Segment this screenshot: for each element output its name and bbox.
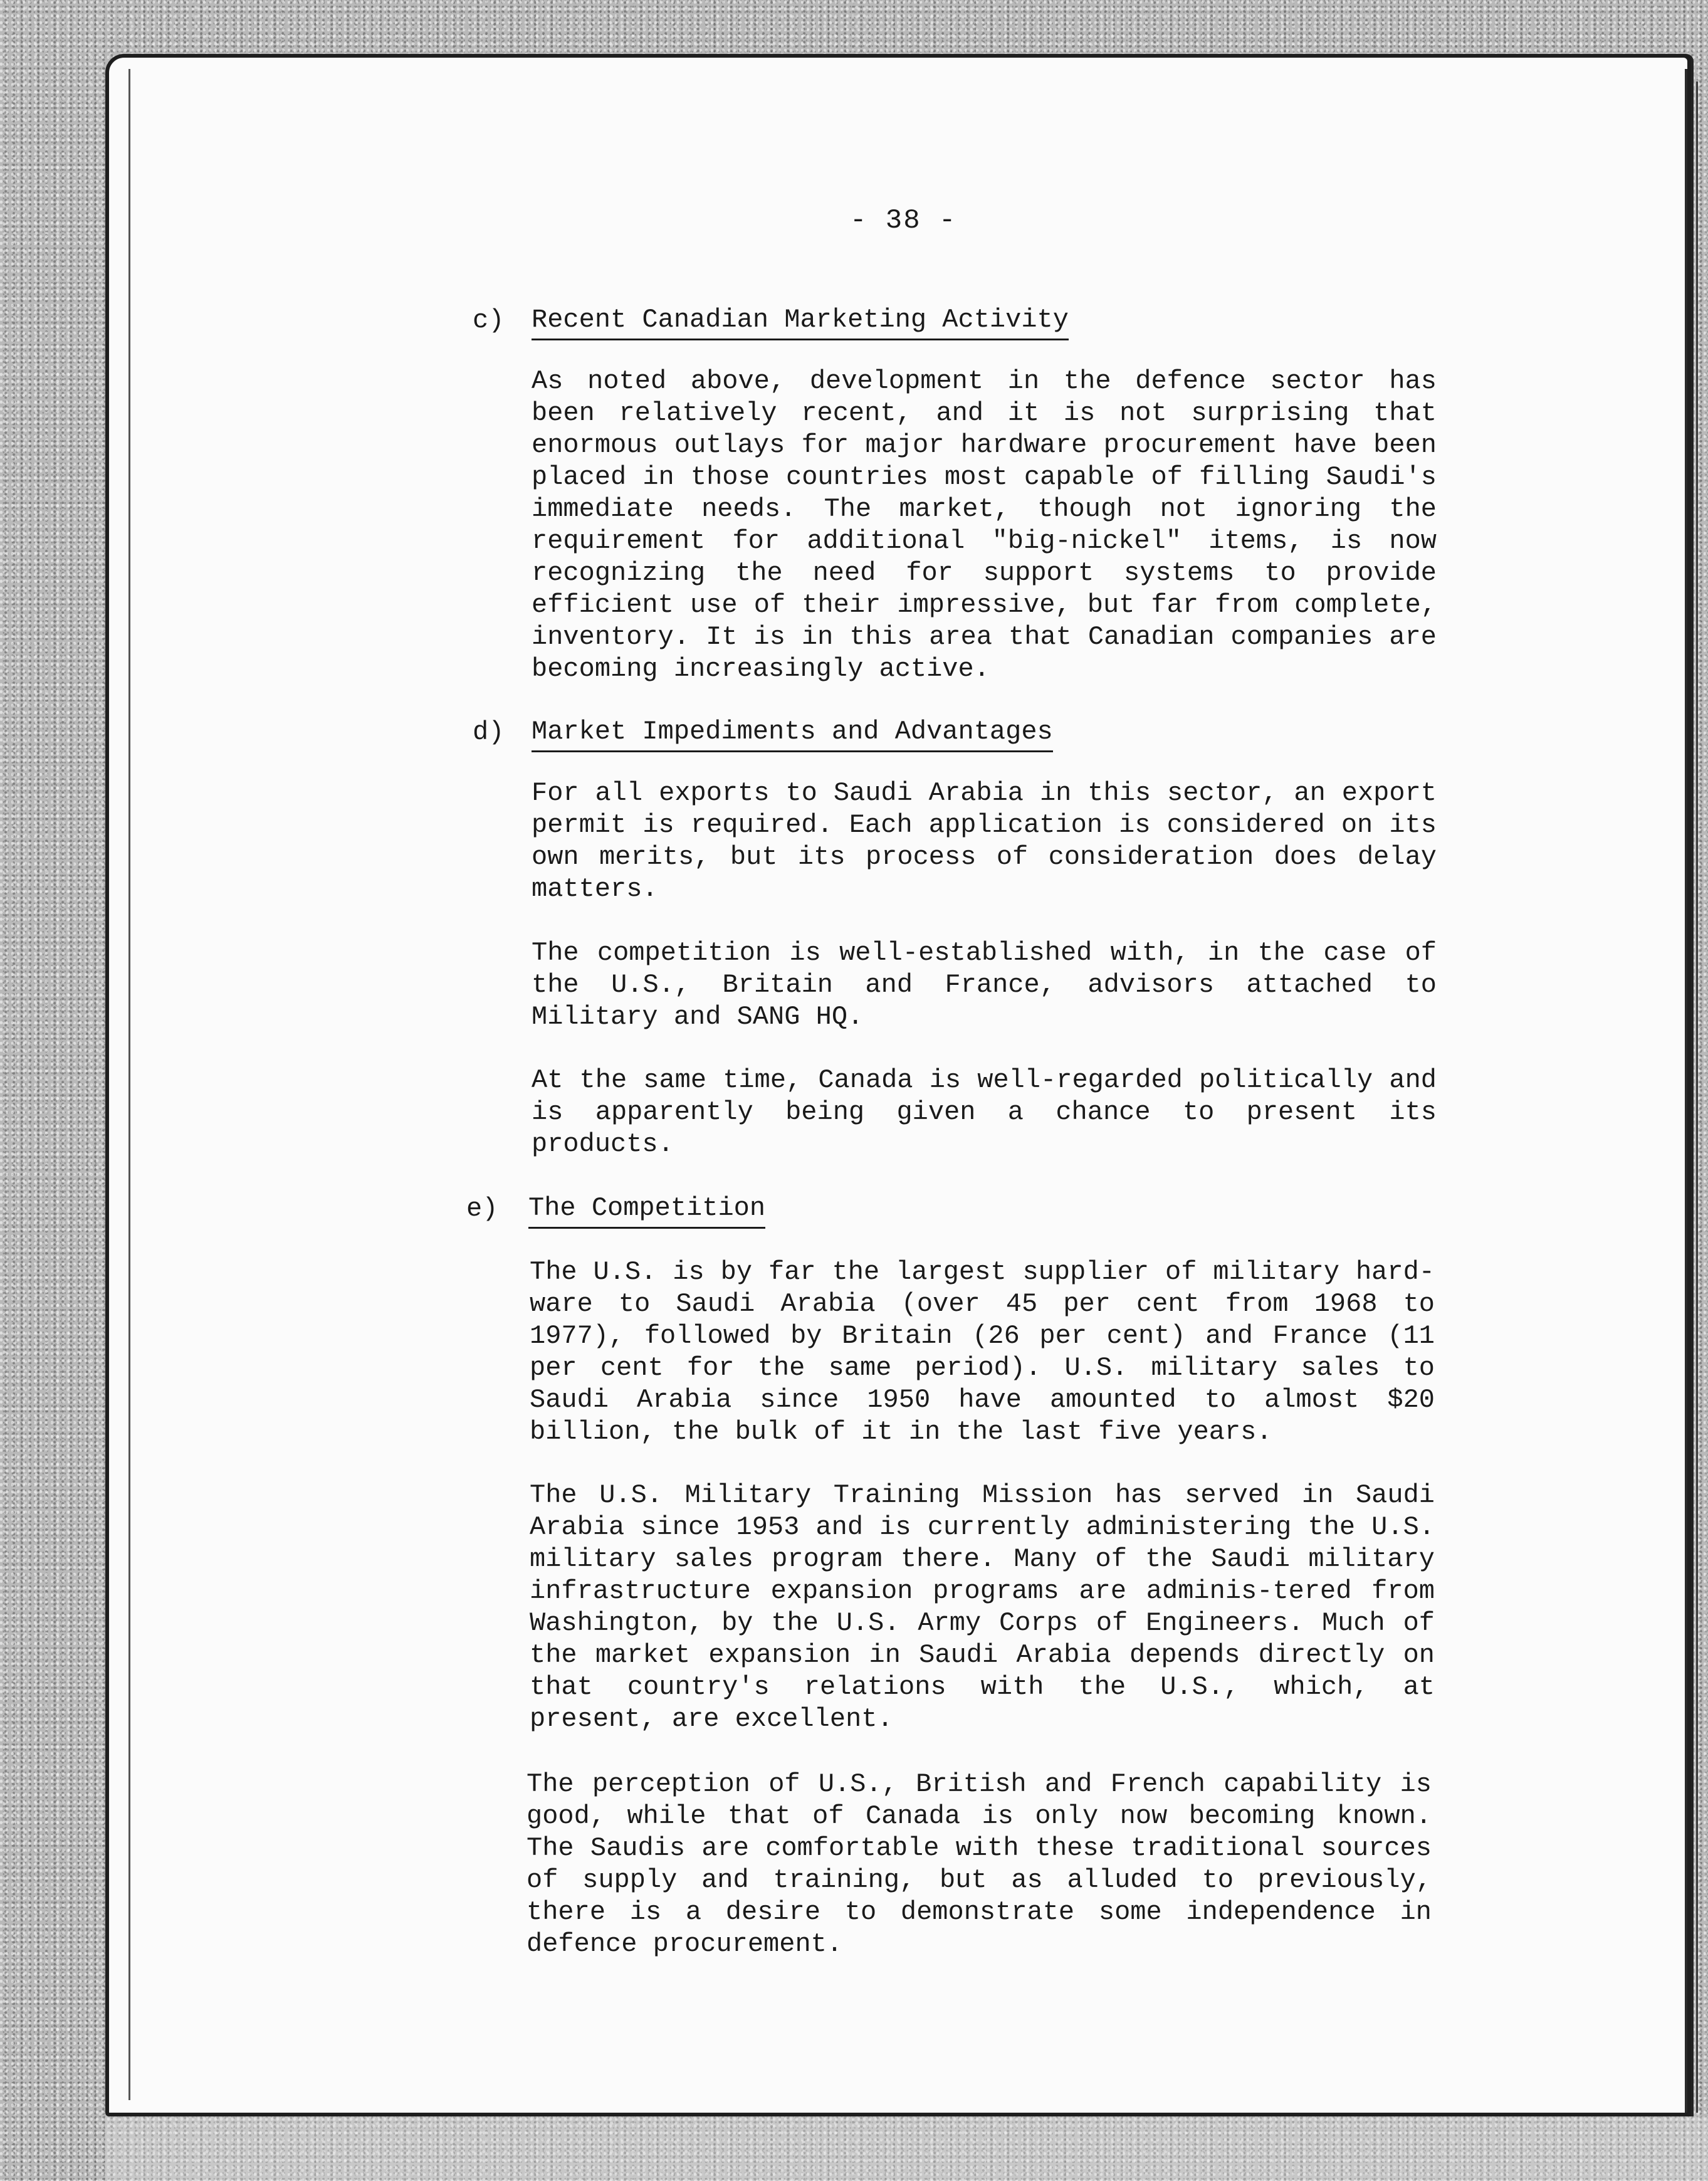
section-d-paragraph-3: At the same time, Canada is well-regarded politically and is apparently being given a chance to present its products. [532, 1065, 1437, 1159]
scanner-bottom-band [105, 2116, 1708, 2181]
section-c-paragraph-1: As noted above, development in the defence sector has been relatively recent, and it is not surprising that enormous outlays for major hardware procurement have been placed in those countries most capable of filling Saudi's immediate needs. The market, though not ignoring the requirement for additional "big-nickel" items, is now recognizing the need for support systems to provide efficient use of their impressive, but far from complete, inventory. It is in this area that Canadian companies are becoming increasingly active. [532, 366, 1437, 684]
section-e-paragraph-2: The U.S. Military Training Mission has served in Saudi Arabia since 1953 and is currently administering the U.S. military sales program there. Many of the Saudi military infrastructure expansion programs are adminis-tered from Washington, by the U.S. Army Corps of Engineers. Much of the market expansion in Saudi Arabia depends directly on that country's relations with the U.S., which, at present, are excellent. [530, 1480, 1435, 1734]
page-right-edge-shadow [1696, 81, 1698, 2113]
section-c-heading: Recent Canadian Marketing Activity [532, 303, 1069, 340]
section-e-paragraph-1: The U.S. is by far the largest supplier of military hard-ware to Saudi Arabia (over 45 per cent from 1968 to 1977), followed by Britain (26 per cent) and France (11 per cent for the same period). U.S. military sales to Saudi Arabia since 1950 have amounted to almost $20 billion, the bulk of it in the last five years. [530, 1257, 1435, 1447]
section-d-paragraph-2: The competition is well-established with, in the case of the U.S., Britain and France, advisors attached to Military and SANG HQ. [532, 938, 1437, 1032]
section-e-letter: e) [466, 1194, 498, 1224]
section-e-paragraph-3: The perception of U.S., British and French capability is good, while that of Canada is only now becoming known. The Saudis are comfortable with these traditional sources of supply and training, but as alluded to previously, there is a desire to demonstrate some independence in defence procurement. [527, 1769, 1432, 1959]
binding-edge-line [128, 69, 130, 2100]
section-d-paragraph-1: For all exports to Saudi Arabia in this sector, an export permit is required. Each application is considered on its own merits, but its process of consideration does delay matters. [532, 778, 1437, 904]
section-d-heading: Market Impediments and Advantages [532, 715, 1053, 752]
section-d-letter: d) [473, 717, 505, 747]
section-c-letter: c) [473, 305, 505, 335]
page-right-edge [1685, 69, 1687, 2113]
page-number: - 38 - [850, 205, 957, 236]
section-e-heading: The Competition [528, 1192, 765, 1229]
